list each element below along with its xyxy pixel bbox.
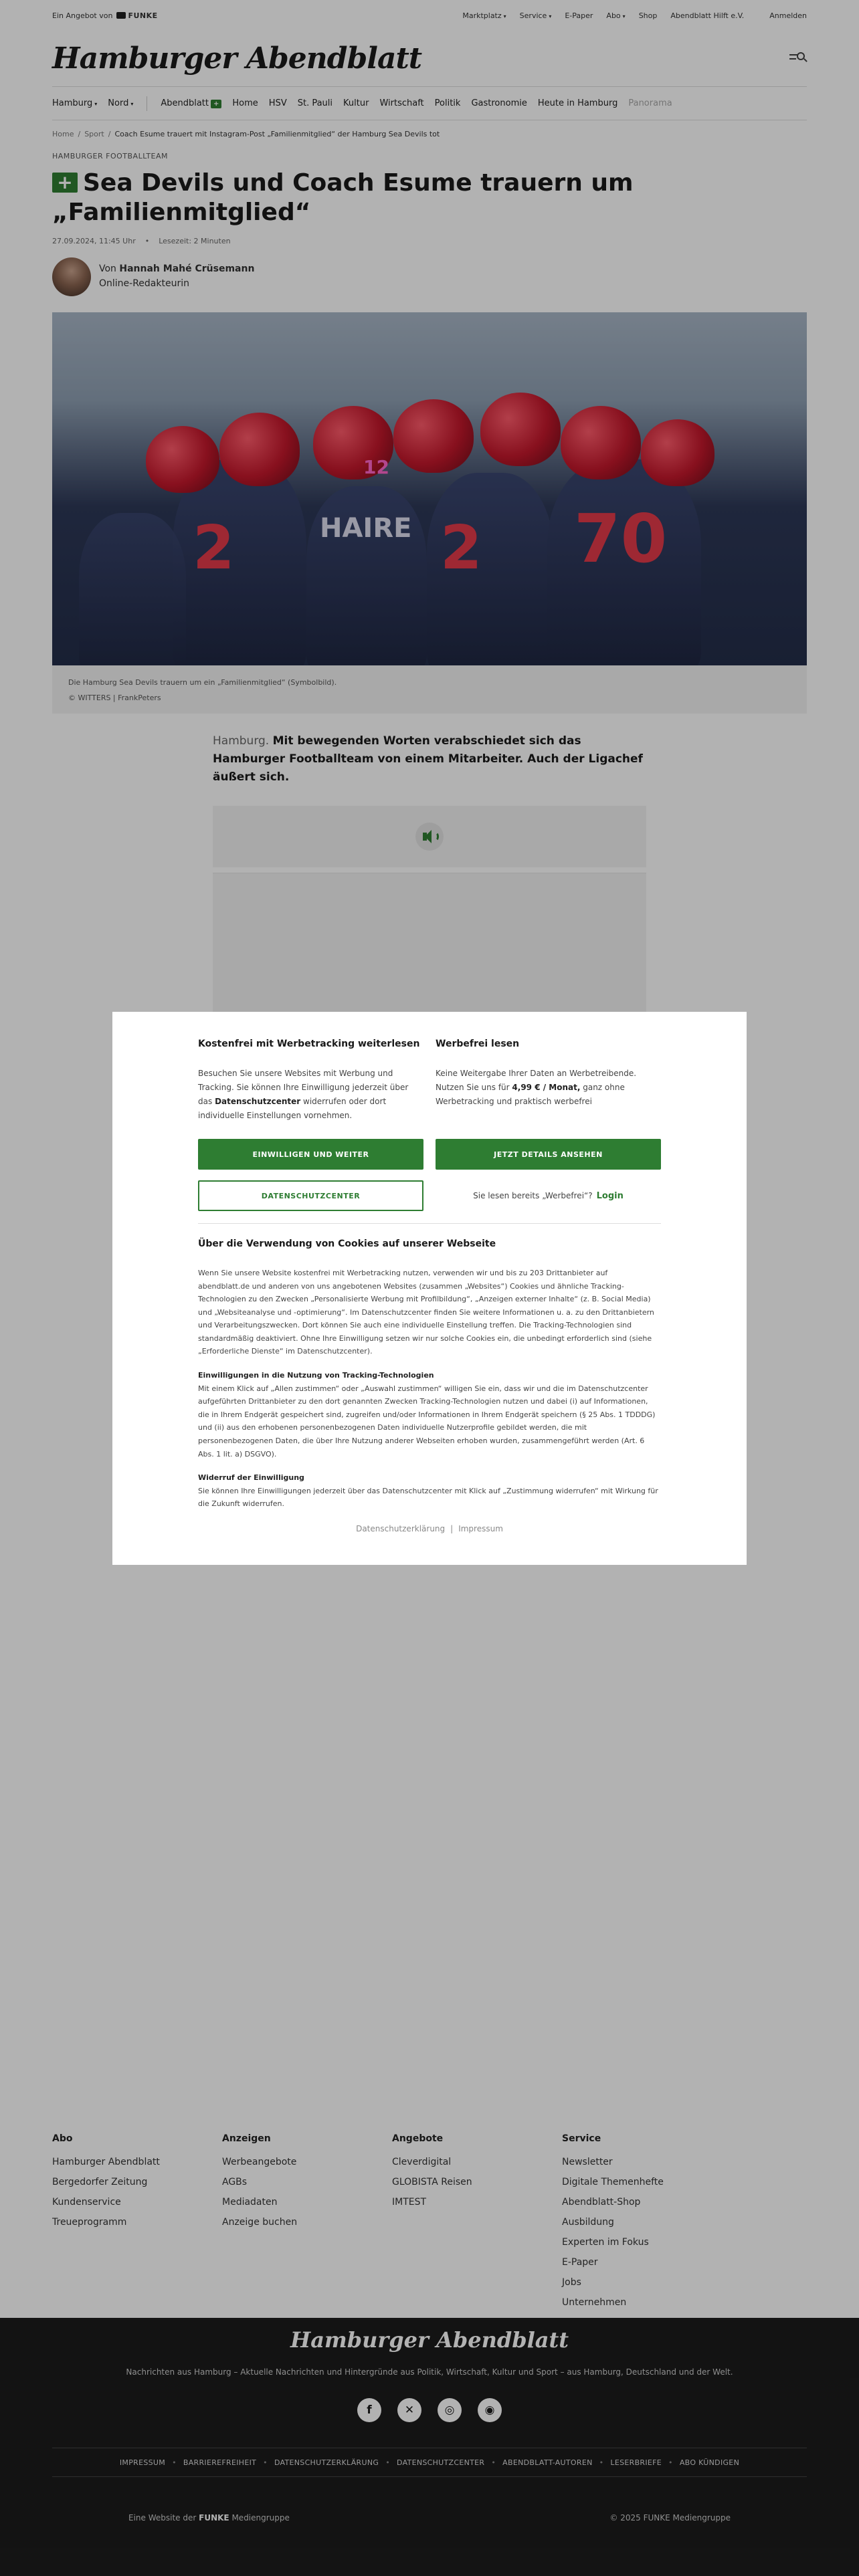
breadcrumb-current: Coach Esume trauert mit Instagram-Post „Familienmitglied“ der Hamburg Sea Devils tot: [114, 130, 440, 138]
nav-label: Abendblatt: [161, 98, 209, 108]
footer-link[interactable]: Treueprogramm: [52, 2217, 127, 2228]
consent-footer-links: [198, 1524, 661, 1533]
breadcrumb-separator: /: [108, 130, 111, 138]
x-icon[interactable]: ✕: [397, 2398, 421, 2422]
owner-brand: FUNKE: [199, 2513, 229, 2523]
author-prefix: Von: [99, 263, 116, 275]
already-text: Sie lesen bereits „Werbefrei“?: [473, 1191, 593, 1200]
rss-icon[interactable]: ◉: [478, 2398, 502, 2422]
chevron-down-icon: ▾: [94, 101, 98, 107]
footer-link[interactable]: Kundenservice: [52, 2197, 121, 2208]
nav-item-gastronomie[interactable]: Gastronomie: [471, 98, 527, 108]
footer-link[interactable]: Cleverdigital: [392, 2157, 452, 2167]
privacy-center-link[interactable]: Datenschutzcenter: [215, 1097, 301, 1106]
footer-link[interactable]: AGBs: [222, 2177, 248, 2187]
privacy-center-button[interactable]: DATENSCHUTZCENTER: [198, 1180, 423, 1211]
footer-legal-links: IMPRESSUM • BARRIEREFREIHEIT • DATENSCHUTZERKLÄRUNG • DATENSCHUTZCENTER • ABENDBLATT-AUTOREN • LESERBRIEFE • ABO KÜNDIGEN: [52, 2448, 807, 2477]
link-separator: |: [450, 1523, 454, 1533]
footer-link[interactable]: IMTEST: [392, 2197, 427, 2208]
footer-link[interactable]: Werbeangebote: [222, 2157, 297, 2167]
cookie-consent-dialog: [112, 1012, 747, 1565]
chevron-down-icon: ▾: [549, 13, 552, 19]
footer-tagline: Nachrichten aus Hamburg – Aktuelle Nachrichten und Hintergründe aus Politik, Wirtschaft, Kultur und Sport – aus Hamburg, Deutschland und der Welt.: [126, 2367, 733, 2377]
owner-text: Eine Website der: [128, 2513, 197, 2523]
consent-free-title: Kostenfrei mit Werbetracking weiterlesen: [198, 1039, 420, 1049]
consent-info-title: Einwilligungen in die Nutzung von Tracking-Technologien: [198, 1371, 434, 1380]
top-link-label: Marktplatz: [462, 11, 502, 20]
breadcrumb-separator: /: [78, 130, 81, 138]
jersey-number: 2: [440, 512, 482, 583]
footer-link[interactable]: Unternehmen: [562, 2297, 627, 2308]
jersey-number: 12: [363, 455, 389, 478]
nav-item-wirtschaft[interactable]: Wirtschaft: [379, 98, 424, 108]
consent-info-text: Mit einem Klick auf „Allen zustimmen“ oder „Auswahl zustimmen“ willigen Sie ein, dass wir und die im Datenschutzcenter aufgeführten Drittanbieter zu den dort genannten Zwecken Tracking-Technologien nutzen und dabei (i) auf Informationen, die in Ihrem Endgerät gespeichert sind, zugreifen und/oder Informationen in Ihrem Endgerät speichern (§ 25 Abs. 1 TDDDG) und (ii) aus den erhobenen personenbezogenen Daten individuelle Nutzerprofile gebildet werden, die mit personenbezogenen Daten, die über Ihre Nutzung anderer Webseiten erhoben wurden, zusammengeführt werden (Art. 6 Abs. 1 lit. a) DSGVO).: [198, 1384, 656, 1459]
details-button[interactable]: JETZT DETAILS ANSEHEN: [436, 1139, 661, 1170]
revoke-info: [198, 1471, 661, 1511]
owner-text: Mediengruppe: [231, 2513, 290, 2523]
top-link-label: Service: [519, 11, 547, 20]
footer-link[interactable]: Ausbildung: [562, 2217, 614, 2228]
author-role: Online-Redakteurin: [99, 278, 189, 289]
caption-text: Die Hamburg Sea Devils trauern um ein „Familienmitglied“ (Symbolbild).: [68, 677, 337, 687]
footer-link[interactable]: Jobs: [562, 2277, 581, 2288]
image-credit: © WITTERS | FrankPeters: [68, 693, 161, 702]
consent-info: [198, 1369, 661, 1461]
divider: [198, 1223, 661, 1224]
footer-legal-link[interactable]: IMPRESSUM: [119, 2458, 166, 2467]
footer-logo[interactable]: Hamburger Abendblatt: [290, 2327, 569, 2353]
article-date: 27.09.2024, 11:45 Uhr: [52, 236, 136, 245]
already-subscriber: [436, 1180, 661, 1211]
privacy-policy-link[interactable]: Datenschutzerklärung: [356, 1523, 446, 1533]
nav-item-politik[interactable]: Politik: [434, 98, 461, 108]
nav-item-heute-in-hamburg[interactable]: Heute in Hamburg: [537, 98, 618, 108]
consent-free-column: [198, 1039, 423, 1128]
nav-item-panorama[interactable]: Panorama: [628, 98, 672, 108]
accept-button[interactable]: EINWILLIGEN UND WEITER: [198, 1139, 423, 1170]
author-name[interactable]: Hannah Mahé Crüsemann: [119, 263, 255, 275]
nav-label: Nord: [108, 98, 129, 108]
footer-link[interactable]: E-Paper: [562, 2257, 598, 2268]
nav-item-hsv[interactable]: HSV: [268, 98, 287, 108]
reading-time: Lesezeit: 2 Minuten: [159, 236, 231, 245]
chevron-down-icon: ▾: [503, 13, 506, 19]
footer-link[interactable]: Mediadaten: [222, 2197, 278, 2208]
footer-legal-link[interactable]: DATENSCHUTZCENTER: [397, 2458, 485, 2467]
footer-link[interactable]: Abendblatt-Shop: [562, 2197, 641, 2208]
text-part: ganz ohne Werbetracking und praktisch werbefrei: [436, 1083, 625, 1106]
nav-item-home[interactable]: Home: [232, 98, 258, 108]
footer-legal-link[interactable]: ABENDBLATT-AUTOREN: [502, 2458, 593, 2467]
imprint-link[interactable]: Impressum: [458, 1523, 503, 1533]
facebook-icon[interactable]: f: [357, 2398, 381, 2422]
plus-badge: +: [211, 100, 221, 108]
consent-adfree-text: [436, 1067, 661, 1128]
consent-login-link[interactable]: Login: [596, 1190, 624, 1201]
footer-column-title: Anzeigen: [222, 2133, 271, 2144]
funke-label: FUNKE: [128, 11, 158, 20]
footer-link[interactable]: Hamburger Abendblatt: [52, 2157, 160, 2167]
price: 4,99 € / Monat,: [512, 1083, 581, 1092]
meta-dot: •: [145, 236, 150, 245]
footer-link[interactable]: Bergedorfer Zeitung: [52, 2177, 148, 2187]
footer-link[interactable]: Newsletter: [562, 2157, 613, 2167]
footer-link[interactable]: GLOBISTA Reisen: [392, 2177, 472, 2187]
footer-legal-link[interactable]: BARRIEREFREIHEIT: [183, 2458, 257, 2467]
footer-column-title: Abo: [52, 2133, 73, 2144]
offer-text: Ein Angebot von: [52, 11, 113, 20]
footer-legal-link[interactable]: DATENSCHUTZERKLÄRUNG: [274, 2458, 379, 2467]
lead-city: Hamburg.: [213, 734, 270, 748]
instagram-icon[interactable]: ◎: [438, 2398, 462, 2422]
jersey-number: 70: [574, 499, 668, 578]
top-link-hilft[interactable]: Abendblatt Hilft e.V.: [670, 11, 745, 20]
text-part: Besuchen Sie unsere Websites mit Werbung und Tracking. Sie können Ihre Einwilligung jederzeit über das: [198, 1069, 409, 1106]
top-link-shop[interactable]: Shop: [638, 11, 658, 20]
lead-text: Mit bewegenden Worten verabschiedet sich das Hamburger Footballteam von einem Mitarbeiter. Auch der Ligachef äußert sich.: [213, 734, 643, 784]
text-part: widerrufen oder dort individuelle Einstellungen vornehmen.: [198, 1097, 387, 1120]
nav-item-st-pauli[interactable]: St. Pauli: [297, 98, 333, 108]
breadcrumb-home[interactable]: Home: [52, 130, 74, 138]
chevron-down-icon: ▾: [622, 13, 626, 19]
consent-adfree-column: [436, 1039, 661, 1128]
article-kicker: HAMBURGER FOOTBALLTEAM: [52, 152, 169, 160]
cookie-info-text: Wenn Sie unsere Website kostenfrei mit Werbetracking nutzen, verwenden wir und bis zu 203 Drittanbieter auf abendblatt.de und anderen von uns angebotenen Websites (zusammen „Websites“) Cookies und ähnliche Tracking-Technologien zu den Zwecken „Personalisierte Werbung mit Profilbildung“, „Anzeigen externer Inhalte“ (z. B. Social Media) und „Websiteanalyse und -optimierung“. Im Datenschutzcenter finden Sie weitere Informationen u. a. zu den Drittanbietern und Verarbeitungszwecken. Dort können Sie auch eine individuelle Einstellung treffen. Die Tracking-Technologien sind standardmäßig deaktiviert. Ohne Ihre Einwilligung setzen wir nur solche Cookies ein, die unbedingt erforderlich sind (siehe „Erforderliche Dienste“ im Datenschutzcenter).: [198, 1269, 654, 1356]
nav-item-kultur[interactable]: Kultur: [343, 98, 369, 108]
consent-free-text: [198, 1067, 423, 1128]
nav-label: Hamburg: [52, 98, 93, 108]
chevron-down-icon: ▾: [130, 101, 134, 107]
jersey-number: 2: [193, 512, 235, 583]
site-logo[interactable]: Hamburger Abendblatt: [52, 41, 422, 76]
footer-column-title: Angebote: [392, 2133, 444, 2144]
cookie-info-title: Über die Verwendung von Cookies auf unserer Webseite: [198, 1239, 496, 1249]
plus-badge: +: [52, 173, 78, 193]
revoke-title: Widerruf der Einwilligung: [198, 1473, 304, 1483]
top-link-epaper[interactable]: E-Paper: [565, 11, 593, 20]
login-link[interactable]: Anmelden: [769, 11, 807, 20]
footer-link[interactable]: Digitale Themenhefte: [562, 2177, 664, 2187]
jersey-number: HAIRE: [320, 512, 412, 544]
footer-column-title: Service: [562, 2133, 601, 2144]
footer-legal-link[interactable]: LESERBRIEFE: [610, 2458, 662, 2467]
footer-copyright: © 2025 FUNKE Mediengruppe: [609, 2513, 731, 2523]
consent-adfree-title: Werbefrei lesen: [436, 1039, 520, 1049]
headline-text: Sea Devils und Coach Esume trauern um „Familienmitglied“: [52, 169, 634, 226]
footer-legal-link[interactable]: ABO KÜNDIGEN: [679, 2458, 740, 2467]
revoke-text: Sie können Ihre Einwilligungen jederzeit über das Datenschutzcenter mit Klick auf „Zustimmung widerrufen“ mit Wirkung für die Zukunft widerrufen.: [198, 1486, 658, 1509]
footer-link[interactable]: Experten im Fokus: [562, 2237, 649, 2248]
top-link-label: Abo: [606, 11, 621, 20]
text-part: Keine Weitergabe Ihrer Daten an Werbetreibende. Nutzen Sie uns für: [436, 1069, 637, 1092]
breadcrumb-sport[interactable]: Sport: [84, 130, 104, 138]
footer-link[interactable]: Anzeige buchen: [222, 2217, 298, 2228]
